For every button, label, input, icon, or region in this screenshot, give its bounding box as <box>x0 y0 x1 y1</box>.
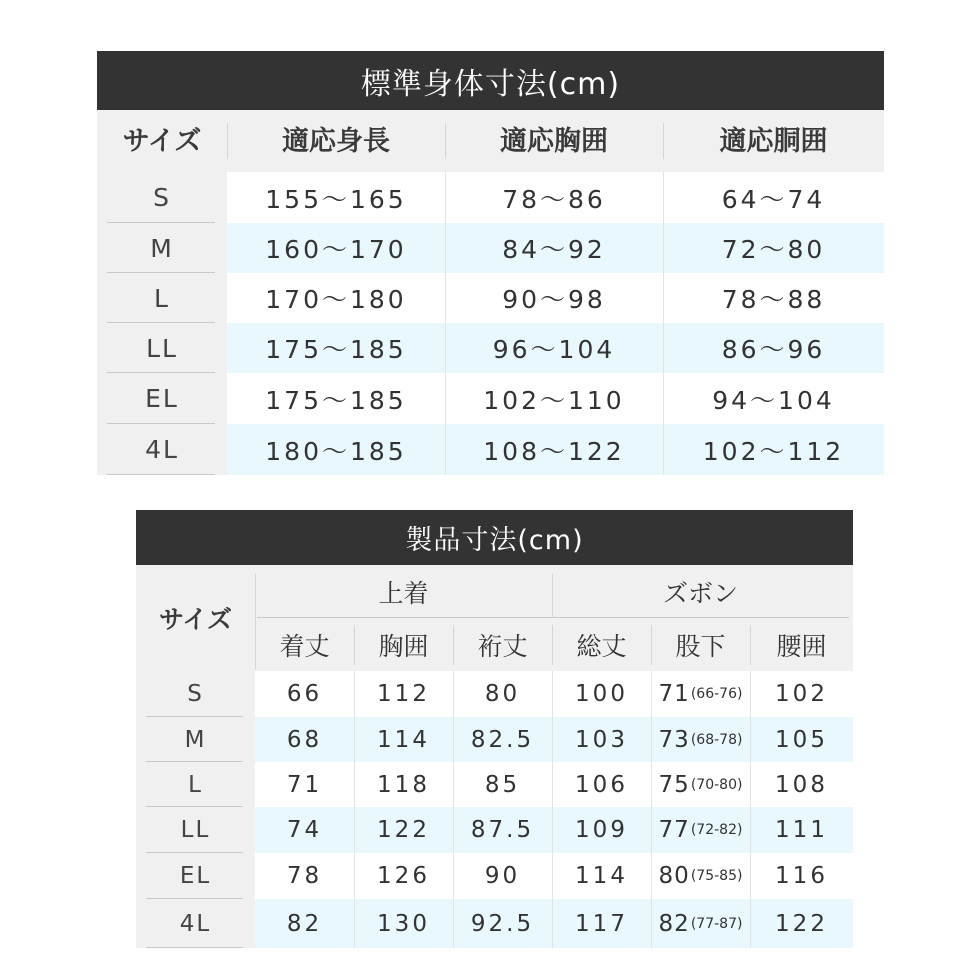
table1-body-divider <box>663 172 664 475</box>
table2-cell-total: 106 <box>575 771 628 798</box>
table2-cell-hip: 108 <box>775 771 828 798</box>
table2-cell-length: 82 <box>286 910 323 937</box>
table2-cell-hip: 105 <box>775 726 828 753</box>
table2-cell-length: 74 <box>286 817 323 843</box>
table2-cell-size: LL <box>180 817 211 843</box>
table2-body-divider <box>750 671 751 948</box>
table2-cell-inseam <box>651 807 750 853</box>
table2-header-inseam: 股下 <box>675 631 726 661</box>
table1-cell-size: EL <box>145 384 179 413</box>
inseam-range: (68-78) <box>690 731 743 748</box>
table1-cell-height: 160～170 <box>265 235 407 264</box>
table2-header-length: 着丈 <box>279 631 330 661</box>
table2-body-divider <box>453 671 454 948</box>
table1-cell-chest: 108～122 <box>483 436 625 466</box>
table2-cell-sleeve: 82.5 <box>470 726 535 753</box>
table2-cell-sleeve: 87.5 <box>470 817 535 843</box>
table1-cell-chest: 90～98 <box>502 285 606 314</box>
table2-header-divider <box>552 574 553 618</box>
table1-cell-waist: 102～112 <box>702 436 845 466</box>
inseam-value: 73 <box>658 726 690 753</box>
table1-cell-height: 175～185 <box>265 385 407 415</box>
table2-cell-inseam <box>651 853 750 899</box>
table2-cell-chest: 126 <box>377 863 430 889</box>
table2-size-divider <box>146 947 243 948</box>
table2-cell-sleeve: 85 <box>484 771 521 798</box>
table1-cell-size: S <box>153 183 171 212</box>
table1-cell-size: 4L <box>145 435 179 464</box>
table2-cell-sleeve: 80 <box>484 681 521 707</box>
table2-cell-size: M <box>184 726 207 753</box>
table1-cell-waist: 78～88 <box>721 285 826 314</box>
table1-cell-chest: 96～104 <box>492 335 616 364</box>
table2-cell-sleeve: 92.5 <box>470 910 535 937</box>
table1-body-divider <box>445 172 446 475</box>
table2-cell-size: EL <box>179 863 212 889</box>
table1-cell-height: 155～165 <box>265 184 407 214</box>
table2-colhead-divider <box>453 625 454 665</box>
table2-cell-chest: 118 <box>377 771 430 798</box>
table1-cell-height: 180～185 <box>265 436 407 466</box>
inseam-range: (70-80) <box>690 776 743 793</box>
table2-cell-size: L <box>188 771 203 798</box>
table2-cell-length: 66 <box>286 681 323 707</box>
table2-colhead-divider <box>354 625 355 665</box>
table2-colhead-divider <box>651 625 652 665</box>
table2-header-hip: 腰囲 <box>776 631 827 661</box>
table2-header-divider <box>255 574 256 670</box>
inseam-value: 80 <box>658 863 690 889</box>
table1-cell-chest: 78～86 <box>502 184 606 214</box>
standard-body-size-table <box>97 51 884 475</box>
table2-cell-length: 78 <box>286 863 323 889</box>
table1-cell-size: LL <box>146 333 178 363</box>
table1-header-divider <box>663 123 664 159</box>
table2-cell-total: 103 <box>575 726 628 753</box>
table1-cell-waist: 64～74 <box>721 184 826 214</box>
table2-cell-length: 68 <box>286 726 323 753</box>
table2-cell-total: 117 <box>575 910 628 937</box>
table2-cell-length: 71 <box>286 771 323 798</box>
table2-header-sleeve: 裄丈 <box>477 631 528 661</box>
table2-header-size: サイズ <box>158 605 232 634</box>
table2-title: 製品寸法(cm) <box>136 510 853 565</box>
table2-cell-size: 4L <box>179 910 212 937</box>
table2-cell-size: S <box>187 681 204 707</box>
table2-cell-hip: 122 <box>775 910 828 937</box>
table1-cell-waist: 94～104 <box>712 385 835 415</box>
inseam-value: 75 <box>658 771 690 798</box>
table2-cell-total: 109 <box>575 817 628 843</box>
table2-cell-total: 100 <box>575 681 628 707</box>
inseam-range: (66-76) <box>690 686 743 702</box>
table2-cell-inseam <box>651 671 750 717</box>
table1-size-divider <box>107 474 215 475</box>
table1-title: 標準身体寸法(cm) <box>97 51 884 110</box>
table2-cell-chest: 122 <box>377 817 430 843</box>
table1-header-chest: 適応胸囲 <box>500 125 608 157</box>
inseam-range: (77-87) <box>690 915 743 932</box>
table1-header-size: サイズ <box>122 125 202 157</box>
table1-cell-waist: 86～96 <box>721 335 826 364</box>
table1-cell-chest: 102～110 <box>483 385 625 415</box>
table2-header-total: 総丈 <box>576 631 627 661</box>
table1-cell-waist: 72～80 <box>721 235 826 264</box>
table1-cell-chest: 84～92 <box>502 235 606 264</box>
table2-group-pants: ズボン <box>662 578 738 608</box>
table1-cell-height: 175～185 <box>265 335 407 364</box>
table2-cell-hip: 111 <box>775 817 828 843</box>
table2-body-divider <box>354 671 355 948</box>
product-size-table <box>136 510 853 948</box>
table1-cell-height: 170～180 <box>265 285 407 314</box>
table1-header-waist: 適応胴囲 <box>719 125 828 157</box>
table2-header-chest: 胸囲 <box>378 631 429 661</box>
inseam-range: (75-85) <box>690 868 743 884</box>
table1-header-divider <box>445 123 446 159</box>
table2-colhead-divider <box>750 625 751 665</box>
table2-cell-hip: 116 <box>775 863 828 889</box>
inseam-value: 77 <box>658 817 690 843</box>
table1-header-height: 適応身長 <box>282 125 390 157</box>
table2-cell-chest: 114 <box>377 726 430 753</box>
table2-cell-hip: 102 <box>775 681 828 707</box>
table1-cell-size: M <box>150 233 174 263</box>
table2-cell-inseam <box>651 717 750 762</box>
table2-cell-chest: 112 <box>377 681 430 707</box>
table2-cell-sleeve: 90 <box>484 863 521 889</box>
table1-cell-size: L <box>154 283 170 313</box>
table2-cell-total: 114 <box>575 863 628 889</box>
table2-cell-inseam <box>651 762 750 807</box>
inseam-value: 71 <box>658 681 690 707</box>
table2-cell-chest: 130 <box>377 910 430 937</box>
table2-cell-inseam <box>651 899 750 948</box>
table1-header-divider <box>227 123 228 159</box>
table2-body-divider <box>552 671 553 948</box>
table2-group-jacket: 上着 <box>378 578 429 608</box>
inseam-value: 82 <box>658 910 690 937</box>
table2-body-divider <box>651 671 652 948</box>
table2-colhead-divider <box>552 625 553 665</box>
inseam-range: (72-82) <box>690 822 743 838</box>
